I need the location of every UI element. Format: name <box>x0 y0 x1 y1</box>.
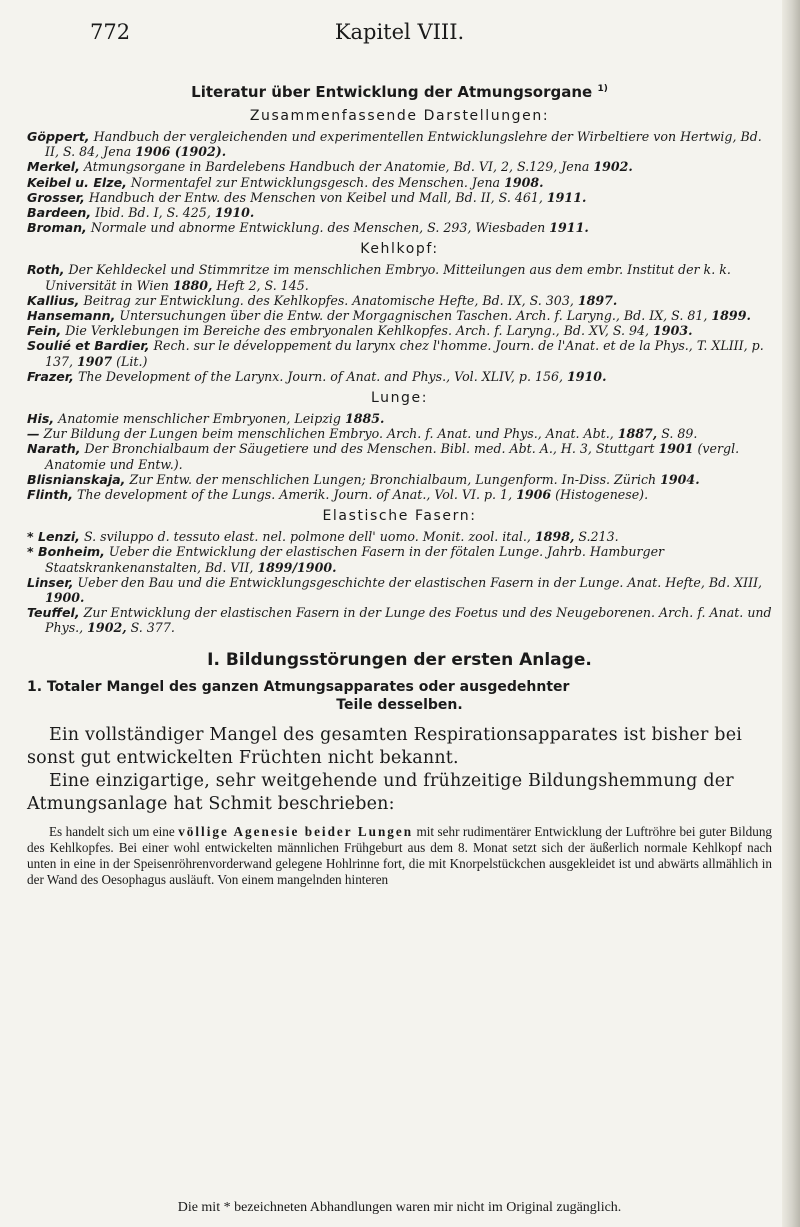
reference-entry <box>27 575 772 605</box>
reference-text: Untersuchungen über die Entw. der Morgagnischen Taschen. Arch. f. Laryng., Bd. IX, S. 81, <box>115 308 712 324</box>
reference-text: Zur Bildung der Lungen beim menschlichen Embryo. Arch. f. Anat. und Phys., Anat. Abt., <box>39 426 618 442</box>
paragraph-2: Eine einzigartige, sehr weitgehende und frühzeitige Bildungshemmung der Atmungsanlage hat Schmit beschrieben: <box>27 770 734 814</box>
reference-author: Blisnianskaja, <box>27 471 126 487</box>
reference-tail: S.213. <box>574 529 619 545</box>
reference-text: Der Bronchialbaum der Säugetiere und des Menschen. Bibl. med. Abt. A., H. 3, Stuttgart <box>80 441 659 457</box>
subsection-line-1: 1. Totaler Mangel des ganzen Atmungsapparates oder ausgedehnter <box>27 678 570 695</box>
reference-text: Ibid. Bd. I, S. 425, <box>91 205 215 221</box>
reference-entry <box>27 369 772 384</box>
reference-tail: (vergl. Anatomie und Entw.). <box>45 441 740 472</box>
reference-entry <box>27 411 772 426</box>
reference-author: Kallius, <box>27 292 80 308</box>
reference-text: Handbuch der Entw. des Menschen von Keibel und Mall, Bd. II, S. 461, <box>84 189 547 205</box>
reference-list <box>27 529 772 635</box>
reference-year: 1910. <box>214 205 255 221</box>
page-number: 772 <box>90 20 131 44</box>
reference-year: 1906 <box>516 487 552 503</box>
reference-text: Der Kehldeckel und Stimmritze im menschlichen Embryo. Mitteilungen aus dem embr. Institut der k. k. Universität in Wien <box>45 262 731 293</box>
paragraph-3-emphasis: völlige Agenesie beider Lungen <box>178 823 414 839</box>
reference-author: His, <box>27 411 55 427</box>
reference-year: 1911. <box>549 220 589 236</box>
reference-author: Frazer, <box>27 368 74 384</box>
reference-text: Rech. sur le développement du larynx chez l'homme. Journ. de l'Anat. et de la Phys., T. XLIII, p. 137, <box>45 338 764 369</box>
reference-author: Keibel u. Elze, <box>27 174 127 190</box>
reference-entry <box>27 190 772 205</box>
reference-author: Bardeen, <box>27 205 92 221</box>
group-heading: Lunge: <box>370 390 429 407</box>
subsection-line-2: Teile desselben. <box>336 696 463 713</box>
reference-entry <box>27 487 772 502</box>
reference-entry <box>27 529 772 544</box>
reference-author: Narath, <box>27 441 81 457</box>
reference-entry <box>27 205 772 220</box>
reference-entry <box>27 544 772 574</box>
reference-text: Zur Entwicklung der elastischen Fasern in der Lunge des Foetus und des Neugeborenen. Arch. f. Anat. und Phys., <box>45 605 772 636</box>
reference-year: 1902, <box>87 620 127 636</box>
reference-entry <box>27 426 772 441</box>
page-edge-shadow <box>782 0 800 1227</box>
reference-author: Linser, <box>27 574 74 590</box>
reference-text: Anatomie menschlicher Embryonen, Leipzig <box>54 411 345 427</box>
reference-author: * Lenzi, <box>27 529 80 545</box>
running-header <box>27 20 772 46</box>
reference-year: 1902. <box>593 159 633 175</box>
reference-year: 1899/1900. <box>257 559 337 575</box>
reference-entry <box>27 129 772 159</box>
reference-text: Normentafel zur Entwicklungsgesch. des Menschen. Jena <box>126 174 505 190</box>
reference-entry <box>27 605 772 635</box>
book-page <box>27 0 772 1227</box>
reference-text: Handbuch der vergleichenden und experimentellen Entwicklungslehre der Wirbeltiere von Hertwig, Bd. II, S. 84, Jena <box>45 129 762 160</box>
reference-author: Broman, <box>27 220 87 236</box>
reference-year: 1880, <box>172 277 213 293</box>
reference-year: 1899. <box>711 308 751 324</box>
reference-text: Beitrag zur Entwicklung. des Kehlkopfes. Anatomische Hefte, Bd. IX, S. 303, <box>79 292 578 308</box>
reference-text: Die Verklebungen im Bereiche des embryonalen Kehlkopfes. Arch. f. Laryng., Bd. XV, S. 94, <box>61 323 654 339</box>
reference-year: 1887, <box>617 426 658 442</box>
group-heading: Kehlkopf: <box>360 241 439 258</box>
reference-entry <box>27 262 772 292</box>
reference-entry <box>27 338 772 368</box>
reference-year: 1901 <box>658 441 694 457</box>
footnote-mark: 1) <box>597 84 608 94</box>
reference-author: Göppert, <box>27 129 90 144</box>
reference-year: 1885. <box>344 411 385 427</box>
chapter-title: Kapitel VIII. <box>334 20 465 44</box>
reference-author: Grosser, <box>27 189 85 205</box>
reference-tail: (Histogenese). <box>551 487 649 503</box>
reference-year: 1911. <box>546 189 587 205</box>
reference-text: Normale und abnorme Entwicklung. des Menschen, S. 293, Wiesbaden <box>86 220 550 236</box>
reference-entry <box>27 159 772 174</box>
reference-list <box>27 411 772 502</box>
reference-author: * Bonheim, <box>27 544 105 560</box>
reference-tail: (Lit.) <box>112 353 148 369</box>
reference-entry <box>27 323 772 338</box>
reference-text: The development of the Lungs. Amerik. Journ. of Anat., Vol. VI. p. 1, <box>72 487 517 503</box>
reference-text: The Development of the Larynx. Journ. of Anat. and Phys., Vol. XLIV, p. 156, <box>73 368 568 384</box>
reference-year: 1906 (1902). <box>135 144 227 160</box>
page-content <box>27 80 772 888</box>
reference-entry <box>27 293 772 308</box>
reference-author: Hansemann, <box>27 308 116 324</box>
reference-year: 1900. <box>45 590 85 606</box>
section-heading: I. Bildungsstörungen der ersten Anlage. <box>207 649 592 670</box>
paragraph-3-start: Es handelt sich um eine <box>49 823 179 839</box>
reference-author: — <box>27 426 40 442</box>
reference-year: 1910. <box>567 368 607 384</box>
reference-year: 1898, <box>534 529 575 545</box>
reference-year: 1904. <box>660 471 700 487</box>
reference-entry <box>27 175 772 190</box>
group-heading: Elastische Fasern: <box>322 508 477 525</box>
group-heading: Zusammenfassende Darstellungen: <box>249 108 550 124</box>
paragraph-3-rest: mit sehr rudimentärer Entwicklung der Luftröhre bei guter Bildung des Kehlkopfes. Bei einer wohl entwickelten männlichen Frühgeburt aus dem 8. Monat setzt sich der äußerlich normale Kehlkopf nach unten in eine in der Speisenröhrenvorderwand gelegene Hohlrinne fort, die mit Knorpelstückchen ausgekleidet ist und abwärts allmählich in der Wand des Oesophagus ausläuft. Von einem mangelnden hinteren <box>27 823 773 887</box>
reference-entry <box>27 472 772 487</box>
reference-text: Atmungsorgane in Bardelebens Handbuch der Anatomie, Bd. VI, 2, S.129, Jena <box>79 159 594 175</box>
reference-author: Fein, <box>27 323 62 339</box>
reference-entry <box>27 220 772 235</box>
footnote: Die mit * bezeichneten Abhandlungen waren mir nicht im Original zugänglich. <box>177 1200 622 1215</box>
reference-year: 1903. <box>653 323 693 339</box>
reference-entry <box>27 441 772 471</box>
reference-list <box>27 129 772 235</box>
paragraph-1: Ein vollständiger Mangel des gesamten Respirationsapparates ist bisher bei sonst gut entwickelten Früchten nicht bekannt. <box>27 724 743 768</box>
reference-groups <box>27 107 772 636</box>
paragraph-3 <box>27 824 772 888</box>
reference-year: 1897. <box>577 292 618 308</box>
reference-author: Soulié et Bardier, <box>27 338 150 354</box>
reference-text: Zur Entw. der menschlichen Lungen; Bronchialbaum, Lungenform. In-Diss. Zürich <box>125 471 661 487</box>
reference-year: 1908. <box>504 174 544 190</box>
reference-author: Roth, <box>27 262 65 278</box>
reference-text: Ueber die Entwicklung der elastischen Fasern in der fötalen Lunge. Jahrb. Hamburger Staatskrankenanstalten, Bd. VII, <box>45 544 665 575</box>
reference-author: Merkel, <box>27 159 80 175</box>
literature-heading <box>27 80 772 101</box>
literature-title: Literatur über Entwicklung der Atmungsorgane <box>191 83 593 101</box>
reference-year: 1907 <box>77 353 113 369</box>
reference-text: Ueber den Bau und die Entwicklungsgeschichte der elastischen Fasern in der Lunge. Anat. Hefte, Bd. XIII, <box>73 574 763 590</box>
reference-author: Flinth, <box>27 487 73 503</box>
reference-list <box>27 262 772 384</box>
reference-text: S. sviluppo d. tessuto elast. nel. polmone dell' uomo. Monit. zool. ital., <box>79 529 535 545</box>
reference-entry <box>27 308 772 323</box>
reference-author: Teuffel, <box>27 605 80 621</box>
reference-tail: Heft 2, S. 145. <box>212 277 309 293</box>
reference-tail: S. 89. <box>657 426 698 442</box>
reference-tail: S. 377. <box>126 620 175 636</box>
subsection-heading <box>27 678 772 714</box>
